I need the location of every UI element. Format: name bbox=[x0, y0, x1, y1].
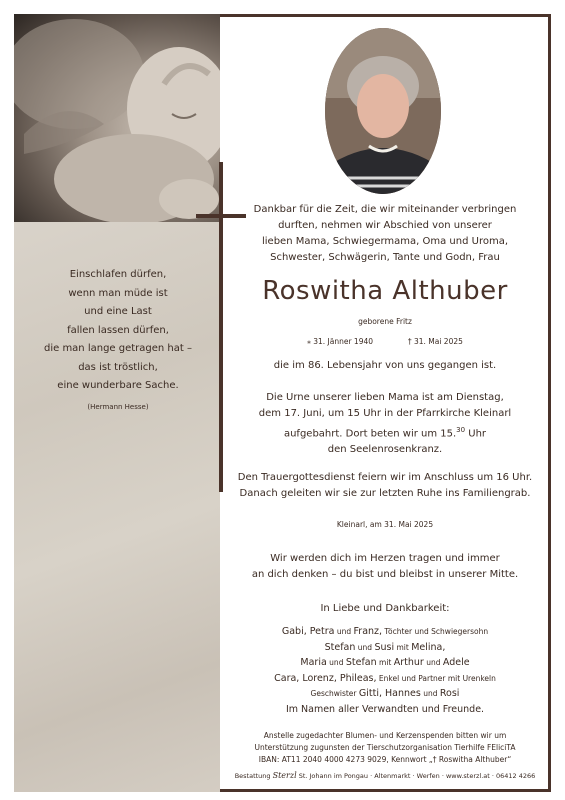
urn-text-part: Uhr bbox=[465, 428, 487, 440]
mass-text bbox=[222, 470, 548, 502]
footer-funeral-home bbox=[222, 771, 548, 781]
mourner-row bbox=[222, 655, 548, 671]
place-date: Kleinarl, am 31. Mai 2025 bbox=[336, 520, 434, 529]
donation-line: Anstelle zugedachter Blumen- und Kerzenspenden bitten wir um bbox=[263, 731, 507, 740]
mourner-connector: mit bbox=[394, 642, 412, 652]
mourners-heading: In Liebe und Dankbarkeit: bbox=[320, 603, 450, 614]
mourner-names: Adele bbox=[442, 657, 470, 668]
mourner-names: Stefan bbox=[345, 657, 377, 668]
mourner-connector: und bbox=[423, 658, 443, 667]
intro-line: Dankbar für die Zeit, die wir miteinander verbringen bbox=[253, 204, 517, 215]
life-dates bbox=[222, 336, 548, 348]
mourner-row: Im Namen aller Verwandten und Freunde. bbox=[285, 703, 485, 715]
poem-line: fallen lassen dürfen, bbox=[67, 324, 169, 336]
frame-top-line bbox=[220, 14, 551, 17]
donation-line: Unterstützung zugunsten der Tierschutzorganisation Tierhilfe FEliciTA bbox=[254, 743, 516, 752]
age-line: die im 86. Lebensjahr von uns gegangen ist. bbox=[273, 360, 497, 371]
mourner-names: Melina, bbox=[411, 641, 446, 653]
urn-text-part: aufgebahrt. Dort beten wir um 15. bbox=[283, 428, 457, 440]
poem-line: das ist tröstlich, bbox=[78, 361, 158, 373]
urn-line bbox=[222, 422, 548, 442]
intro-line: Schwester, Schwägerin, Tante und Godn, Frau bbox=[270, 252, 500, 263]
angel-photo bbox=[14, 14, 220, 222]
angel-illustration bbox=[14, 14, 220, 222]
poem-line: die man lange getragen hat – bbox=[43, 343, 192, 354]
mourner-names: Cara, Lorenz, Phileas, bbox=[274, 672, 377, 684]
mourners-list bbox=[222, 624, 548, 717]
poem-line: und eine Last bbox=[84, 306, 152, 317]
intro-text bbox=[222, 202, 548, 266]
mourner-connector: und bbox=[334, 627, 354, 636]
mourner-connector: und bbox=[326, 658, 346, 667]
deceased-name: Roswitha Althuber bbox=[262, 276, 508, 306]
birth-date: ⁎ 31. Jänner 1940 bbox=[307, 337, 374, 346]
intro-line: durften, nehmen wir Abschied von unserer bbox=[278, 220, 492, 231]
mourner-names: Stefan bbox=[324, 641, 356, 653]
poem-line: Einschlafen dürfen, bbox=[69, 269, 167, 280]
mourner-relation: Enkel und Partner mit Urenkeln bbox=[376, 673, 496, 683]
mass-line: Danach geleiten wir sie zur letzten Ruhe ins Familiengrab. bbox=[239, 488, 531, 499]
closing-text bbox=[222, 551, 548, 583]
mourner-names: Rosi bbox=[439, 688, 460, 699]
urn-line: Die Urne unserer lieben Mama ist am Dienstag, bbox=[266, 392, 504, 403]
poem-line: wenn man müde ist bbox=[68, 287, 168, 299]
mourner-connector: mit bbox=[376, 658, 394, 667]
mourner-names: Susi bbox=[374, 641, 395, 653]
intro-line: lieben Mama, Schwiegermama, Oma und Uroma, bbox=[261, 236, 509, 247]
mourner-names: Gitti, Hannes bbox=[358, 688, 421, 699]
frame-bottom-line bbox=[220, 789, 551, 792]
mourner-row bbox=[222, 671, 548, 687]
urn-line: den Seelenrosenkranz. bbox=[327, 444, 443, 456]
mourner-names: Gabi, Petra bbox=[281, 626, 335, 637]
mourner-row bbox=[222, 686, 548, 702]
closing-line: an dich denken – du bist und bleibst in unserer Mitte. bbox=[251, 569, 519, 580]
frame-right-line bbox=[548, 14, 551, 792]
mourner-connector: und bbox=[420, 689, 440, 698]
urn-text bbox=[222, 390, 548, 458]
footer-prefix: Bestattung bbox=[234, 772, 273, 780]
portrait-illustration bbox=[325, 28, 441, 194]
death-date: † 31. Mai 2025 bbox=[407, 337, 463, 346]
poem-source: (Hermann Hesse) bbox=[87, 402, 149, 411]
mourner-names: Maria bbox=[300, 657, 327, 668]
poem bbox=[22, 266, 214, 416]
mourner-row bbox=[222, 624, 548, 640]
funeral-home-brand: Sterzl bbox=[272, 771, 297, 780]
birth-name: geborene Fritz bbox=[358, 317, 412, 326]
mourner-connector: und bbox=[355, 642, 375, 652]
urn-line: dem 17. Juni, um 15 Uhr in der Pfarrkirche Kleinarl bbox=[258, 408, 512, 419]
mourner-names: Arthur bbox=[393, 657, 424, 668]
urn-time-minutes: 30 bbox=[456, 426, 466, 434]
closing-line: Wir werden dich im Herzen tragen und immer bbox=[270, 553, 500, 564]
footer-contact: St. Johann im Pongau · Altenmarkt · Werfen · www.sterzl.at · 06412 4266 bbox=[296, 772, 536, 780]
mourner-relation: Töchter und Schwiegersohn bbox=[382, 627, 489, 636]
mourner-relation: Geschwister bbox=[310, 689, 359, 698]
donation-line: IBAN: AT11 2040 4000 4273 9029, Kennwort „† Roswitha Althuber“ bbox=[258, 755, 512, 764]
mourner-names: Franz, bbox=[353, 626, 383, 637]
portrait-photo bbox=[325, 28, 441, 194]
donation-text bbox=[222, 730, 548, 766]
mourner-row bbox=[222, 640, 548, 656]
poem-line: eine wunderbare Sache. bbox=[57, 380, 179, 391]
mass-line: Den Trauergottesdienst feiern wir im Anschluss um 16 Uhr. bbox=[237, 472, 533, 483]
